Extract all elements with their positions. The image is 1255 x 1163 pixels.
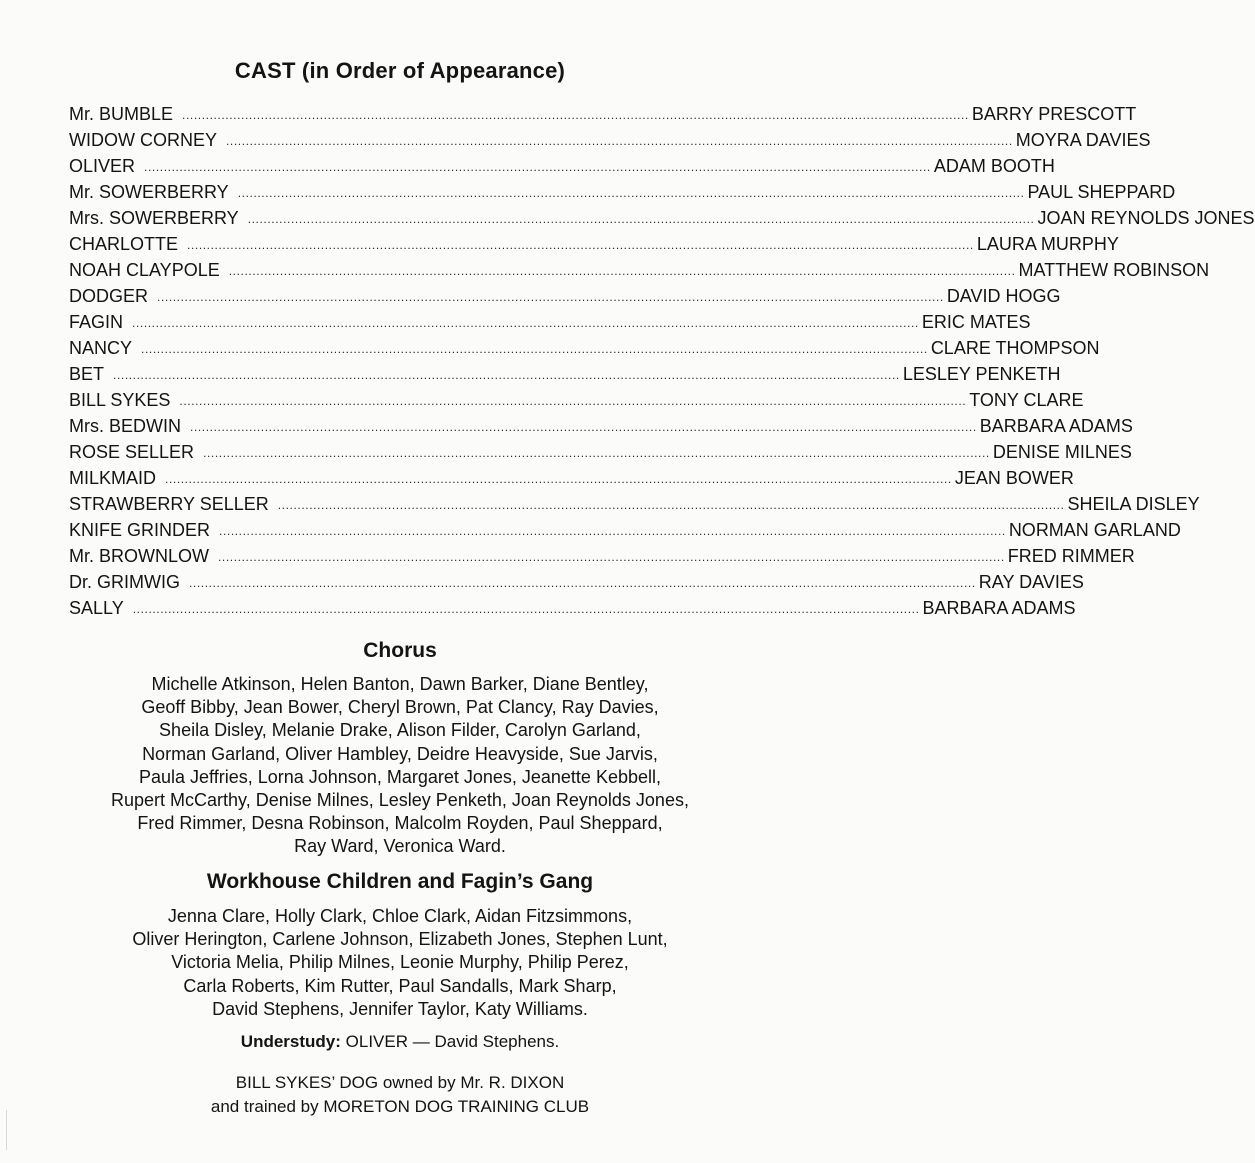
understudy-text: OLIVER — David Stephens. <box>345 1032 560 1051</box>
gang-line: Jenna Clare, Holly Clark, Chloe Clark, Aidan Fitzsimmons, <box>167 906 633 926</box>
cast-role: Mrs. SOWERBERRY <box>69 208 239 228</box>
cast-role: Mrs. BEDWIN <box>69 416 181 436</box>
cast-title: CAST (in Order of Appearance) <box>234 58 566 83</box>
leader-dots: ........................................................................................................................................................................................................ <box>132 316 919 330</box>
leader-dots: ........................................................................................................................................................................................................ <box>189 576 976 590</box>
cast-actor: JEAN BOWER <box>954 468 1074 488</box>
cast-row <box>69 231 1119 257</box>
leader-dots: ........................................................................................................................................................................................................ <box>237 186 1025 200</box>
cast-role: WIDOW CORNEY <box>69 130 217 150</box>
chorus-line: Ray Ward, Veronica Ward. <box>294 836 506 857</box>
cast-role: NOAH CLAYPOLE <box>69 260 220 280</box>
cast-actor: DENISE MILNES <box>992 442 1132 462</box>
cast-actor: BARRY PRESCOTT <box>971 104 1137 124</box>
cast-row <box>69 595 1076 621</box>
cast-row <box>69 205 1255 231</box>
cast-role: ROSE SELLER <box>69 442 195 462</box>
cast-row <box>69 101 1137 127</box>
cast-actor: PAUL SHEPPARD <box>1027 182 1176 202</box>
gang-line: Victoria Melia, Philip Milnes, Leonie Murphy, Philip Perez, <box>171 952 629 973</box>
cast-role: MILKMAID <box>69 468 157 488</box>
dog-credit <box>0 1071 800 1118</box>
leader-dots: ........................................................................................................................................................................................................ <box>203 446 990 460</box>
cast-role: SALLY <box>69 598 124 618</box>
chorus-heading: Chorus <box>363 639 437 662</box>
gang-line: Carla Roberts, Kim Rutter, Paul Sandalls, Mark Sharp, <box>183 975 617 996</box>
leader-dots: ........................................................................................................................................................................................................ <box>132 602 920 616</box>
leader-dots: ........................................................................................................................................................................................................ <box>141 342 928 356</box>
cast-actor: MOYRA DAVIES <box>1015 130 1151 150</box>
cast-row <box>69 439 1132 465</box>
chorus-line: Rupert McCarthy, Denise Milnes, Lesley Penketh, Joan Reynolds Jones, <box>111 790 689 811</box>
leader-dots: ........................................................................................................................................................................................................ <box>182 108 969 122</box>
chorus-line: Sheila Disley, Melanie Drake, Alison Filder, Carolyn Garland, <box>159 720 641 741</box>
cast-row <box>69 257 1210 283</box>
cast-role: Mr. BUMBLE <box>69 104 174 124</box>
cast-row <box>69 153 1055 179</box>
cast-actor: DAVID HOGG <box>946 286 1061 306</box>
cast-role: KNIFE GRINDER <box>69 520 211 540</box>
cast-row <box>69 309 1031 335</box>
cast-row <box>69 491 1200 517</box>
chorus-line: Geoff Bibby, Jean Bower, Cheryl Brown, Pat Clancy, Ray Davies, <box>141 697 659 718</box>
dog-credit-line1: BILL SYKES’ DOG owned by Mr. R. DIXON <box>235 1073 565 1092</box>
dog-credit-line2: and trained by MORETON DOG TRAINING CLUB <box>210 1096 590 1116</box>
cast-row <box>69 569 1084 595</box>
cast-role: Dr. GRIMWIG <box>69 572 180 592</box>
chorus-line: Michelle Atkinson, Helen Banton, Dawn Barker, Diane Bentley, <box>151 674 649 694</box>
leader-dots: ........................................................................................................................................................................................................ <box>187 238 974 252</box>
cast-row <box>69 465 1074 491</box>
cast-row <box>69 543 1135 569</box>
cast-role: FAGIN <box>69 312 124 332</box>
cast-role: Mr. SOWERBERRY <box>69 182 229 202</box>
leader-dots: ........................................................................................................................................................................................................ <box>247 212 1035 226</box>
cast-row <box>69 517 1181 543</box>
chorus-names <box>60 673 740 859</box>
leader-dots: ........................................................................................................................................................................................................ <box>190 420 977 434</box>
leader-dots: ........................................................................................................................................................................................................ <box>219 524 1006 538</box>
leader-dots: ........................................................................................................................................................................................................ <box>179 394 967 408</box>
understudy-note <box>0 1032 800 1052</box>
leader-dots: ........................................................................................................................................................................................................ <box>218 550 1005 564</box>
cast-role: NANCY <box>69 338 133 358</box>
cast-role: STRAWBERRY SELLER <box>69 494 269 514</box>
cast-actor: FRED RIMMER <box>1007 546 1135 566</box>
gang-names <box>60 905 740 1021</box>
gang-line: David Stephens, Jennifer Taylor, Katy Williams. <box>212 998 588 1019</box>
chorus-line: Norman Garland, Oliver Hambley, Deidre Heavyside, Sue Jarvis, <box>142 743 658 764</box>
chorus-line: Paula Jeffries, Lorna Johnson, Margaret Jones, Jeanette Kebbell, <box>139 766 661 787</box>
cast-row <box>69 127 1151 153</box>
cast-actor: ERIC MATES <box>921 312 1031 332</box>
leader-dots: ........................................................................................................................................................................................................ <box>277 498 1065 512</box>
cast-role: DODGER <box>69 286 149 306</box>
cast-actor: SHEILA DISLEY <box>1067 494 1200 514</box>
cast-actor: LESLEY PENKETH <box>902 364 1061 384</box>
understudy-label: Understudy: <box>240 1032 341 1051</box>
cast-row <box>69 361 1061 387</box>
leader-dots: ........................................................................................................................................................................................................ <box>113 368 900 382</box>
cast-actor: TONY CLARE <box>969 390 1084 410</box>
cast-role: BILL SYKES <box>69 390 171 410</box>
gang-heading: Workhouse Children and Fagin’s Gang <box>206 870 594 893</box>
cast-actor: CLARE THOMPSON <box>930 338 1100 358</box>
cast-actor: BARBARA ADAMS <box>979 416 1133 436</box>
cast-role: BET <box>69 364 105 384</box>
cast-role: CHARLOTTE <box>69 234 179 254</box>
cast-actor: JOAN REYNOLDS JONES <box>1037 208 1255 228</box>
cast-row <box>69 335 1100 361</box>
cast-role: Mr. BROWNLOW <box>69 546 209 566</box>
leader-dots: ........................................................................................................................................................................................................ <box>226 134 1013 148</box>
cast-actor: BARBARA ADAMS <box>922 598 1076 618</box>
cast-row <box>69 387 1084 413</box>
cast-row <box>69 283 1061 309</box>
cast-actor: NORMAN GARLAND <box>1008 520 1181 540</box>
leader-dots: ........................................................................................................................................................................................................ <box>157 290 944 304</box>
cast-role: OLIVER <box>69 156 136 176</box>
cast-list <box>69 101 1255 621</box>
cast-actor: ADAM BOOTH <box>933 156 1055 176</box>
cast-actor: LAURA MURPHY <box>976 234 1119 254</box>
cast-row <box>69 413 1133 439</box>
gang-line: Oliver Herington, Carlene Johnson, Elizabeth Jones, Stephen Lunt, <box>132 929 668 950</box>
leader-dots: ........................................................................................................................................................................................................ <box>165 472 952 486</box>
cast-actor: RAY DAVIES <box>978 572 1084 592</box>
chorus-line: Fred Rimmer, Desna Robinson, Malcolm Royden, Paul Sheppard, <box>137 813 663 834</box>
leader-dots: ........................................................................................................................................................................................................ <box>228 264 1016 278</box>
cast-row <box>69 179 1176 205</box>
leader-dots: ........................................................................................................................................................................................................ <box>144 160 931 174</box>
cast-actor: MATTHEW ROBINSON <box>1018 260 1210 280</box>
